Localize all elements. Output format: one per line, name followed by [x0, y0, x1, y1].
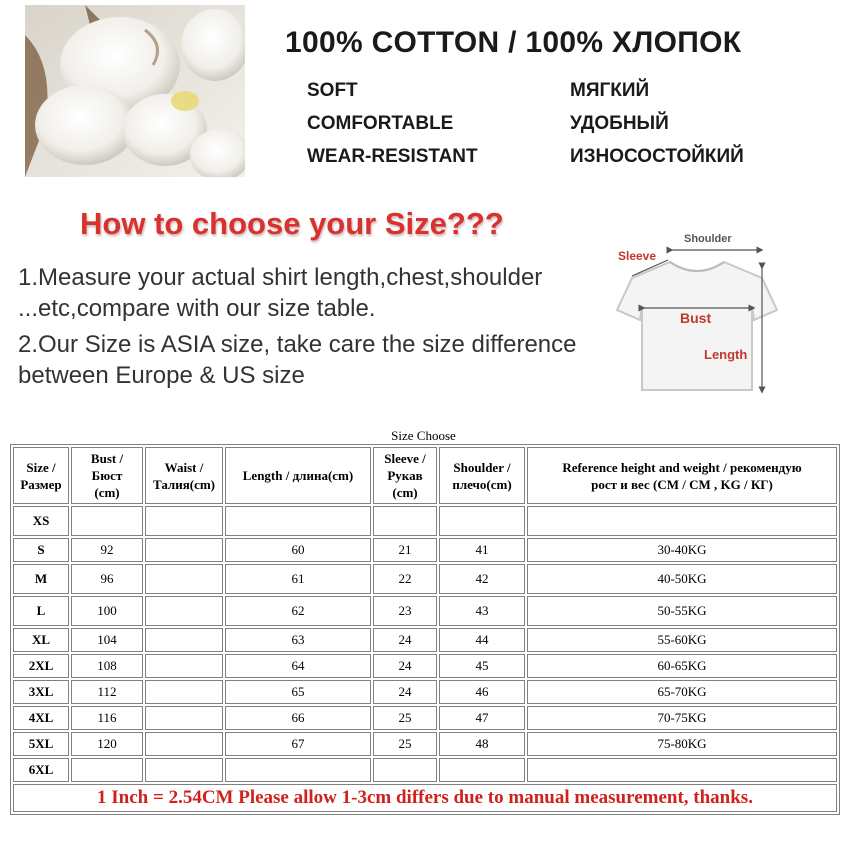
table-header-text: Length / длина(cm) [242, 468, 354, 483]
table-row [13, 758, 837, 782]
table-cell-waist [145, 758, 223, 782]
table-header-cell [527, 447, 837, 504]
table-cell-waist [145, 706, 223, 730]
table-cell-ref: 60-65KG [527, 654, 837, 678]
table-cell-ref: 75-80KG [527, 732, 837, 756]
table-cell-sleeve: 24 [373, 654, 437, 678]
table-cell-size: XL [13, 628, 69, 652]
cotton-headline: 100% COTTON / 100% ХЛОПОК [285, 26, 742, 59]
table-cell-shoulder: 44 [439, 628, 525, 652]
table-cell-sleeve: 25 [373, 706, 437, 730]
table-cell-sleeve: 21 [373, 538, 437, 562]
table-header-text: Waist / [164, 459, 204, 475]
feature-wear-resistant-ru: ИЗНОСОСТОЙКИЙ [570, 146, 744, 167]
table-cell-shoulder: 47 [439, 706, 525, 730]
table-cell-shoulder [439, 506, 525, 536]
table-row [13, 564, 837, 594]
table-header-text: Талия(cm) [152, 476, 216, 492]
table-cell-length: 66 [225, 706, 371, 730]
table-cell-size: XS [13, 506, 69, 536]
table-cell-size: 3XL [13, 680, 69, 704]
table-cell-waist [145, 564, 223, 594]
table-row [13, 628, 837, 652]
table-row [13, 596, 837, 626]
table-row [13, 506, 837, 536]
cotton-photo [25, 5, 245, 177]
table-cell-ref [527, 506, 837, 536]
tshirt-diagram [612, 226, 782, 394]
table-header-text: Sleeve / [384, 451, 426, 466]
table-cell-sleeve: 22 [373, 564, 437, 594]
instruction-line-1: 1.Measure your actual shirt length,chest,shoulder [18, 264, 543, 291]
table-cell-bust: 116 [71, 706, 143, 730]
table-row [13, 680, 837, 704]
table-cell-sleeve [373, 506, 437, 536]
table-cell-waist [145, 680, 223, 704]
table-cell-waist [145, 654, 223, 678]
table-cell-bust: 96 [71, 564, 143, 594]
table-cell-length: 63 [225, 628, 371, 652]
table-header-cell [373, 447, 437, 504]
diagram-sleeve-label: Sleeve [618, 249, 657, 263]
table-cell-size: 6XL [13, 758, 69, 782]
table-cell-size: 5XL [13, 732, 69, 756]
table-cell-length: 62 [225, 596, 371, 626]
table-cell-ref: 40-50KG [527, 564, 837, 594]
table-header-text: Reference height and weight / рекомендую [562, 459, 802, 475]
table-header-text: Shoulder / [453, 459, 511, 475]
feature-soft-ru: МЯГКИЙ [570, 80, 650, 101]
table-row [13, 538, 837, 562]
table-header-text: Size / [26, 459, 56, 475]
table-cell-bust: 108 [71, 654, 143, 678]
table-header-cell [225, 447, 371, 504]
table-header-text: рост и вес (CM / CM , KG / КГ) [591, 476, 773, 492]
diagram-shoulder-label: Shoulder [684, 233, 732, 245]
feature-comfortable: COMFORTABLE [307, 113, 454, 134]
table-cell-shoulder: 46 [439, 680, 525, 704]
table-row [13, 654, 837, 678]
table-cell-length: 65 [225, 680, 371, 704]
howto-title: How to choose your Size??? [80, 206, 504, 241]
table-cell-length [225, 506, 371, 536]
table-cell-shoulder: 48 [439, 732, 525, 756]
instruction-line-4: between Europe & US size [18, 362, 305, 389]
diagram-bust-label: Bust [680, 310, 712, 326]
table-header-text: Бюст [91, 468, 123, 483]
instruction-line-3: 2.Our Size is ASIA size, take care the size difference [18, 331, 577, 358]
table-header-cell [439, 447, 525, 504]
table-cell-bust: 92 [71, 538, 143, 562]
table-cell-ref: 30-40KG [527, 538, 837, 562]
table-header-text: Рукав [387, 468, 423, 483]
table-cell-waist [145, 506, 223, 536]
table-cell-ref [527, 758, 837, 782]
table-cell-bust: 104 [71, 628, 143, 652]
table-cell-bust [71, 758, 143, 782]
feature-comfortable-ru: УДОБНЫЙ [570, 113, 669, 134]
table-cell-bust: 112 [71, 680, 143, 704]
table-cell-size: L [13, 596, 69, 626]
table-cell-size: M [13, 564, 69, 594]
feature-soft: SOFT [307, 80, 358, 101]
table-cell-length: 67 [225, 732, 371, 756]
feature-wear-resistant: WEAR-RESISTANT [307, 146, 478, 167]
table-cell-waist [145, 732, 223, 756]
table-cell-size: S [13, 538, 69, 562]
table-header-text: (cm) [94, 485, 120, 500]
instruction-line-2: ...etc,compare with our size table. [18, 295, 376, 322]
table-cell-sleeve [373, 758, 437, 782]
table-cell-length [225, 758, 371, 782]
table-cell-ref: 65-70KG [527, 680, 837, 704]
table-header-text: Размер [20, 476, 62, 492]
table-cell-ref: 50-55KG [527, 596, 837, 626]
table-cell-ref: 55-60KG [527, 628, 837, 652]
table-row [13, 706, 837, 730]
table-cell-waist [145, 596, 223, 626]
table-cell-size: 2XL [13, 654, 69, 678]
table-note-row [13, 784, 837, 812]
diagram-length-label: Length [704, 347, 748, 362]
table-cell-length: 61 [225, 564, 371, 594]
table-header-text: Bust / [90, 451, 124, 466]
table-cell-bust: 120 [71, 732, 143, 756]
table-header-text: (cm) [392, 485, 418, 500]
table-caption: Size Choose [391, 428, 456, 443]
table-cell-waist [145, 538, 223, 562]
table-cell-bust [71, 506, 143, 536]
table-header-cell [13, 447, 69, 504]
table-cell-shoulder: 45 [439, 654, 525, 678]
table-cell-sleeve: 24 [373, 628, 437, 652]
table-row [13, 732, 837, 756]
table-cell-sleeve: 25 [373, 732, 437, 756]
table-cell-sleeve: 24 [373, 680, 437, 704]
table-cell-ref: 70-75KG [527, 706, 837, 730]
table-cell-sleeve: 23 [373, 596, 437, 626]
table-cell-shoulder [439, 758, 525, 782]
table-header-row [13, 447, 837, 504]
table-header-text: плечо(cm) [452, 476, 512, 492]
measurement-note: 1 Inch = 2.54CM Please allow 1-3cm differs due to manual measurement, thanks. [13, 784, 837, 812]
table-header-cell [71, 447, 143, 504]
table-cell-shoulder: 43 [439, 596, 525, 626]
table-cell-length: 60 [225, 538, 371, 562]
size-table [10, 444, 840, 815]
table-header-cell [145, 447, 223, 504]
table-cell-shoulder: 41 [439, 538, 525, 562]
table-cell-length: 64 [225, 654, 371, 678]
table-cell-bust: 100 [71, 596, 143, 626]
table-cell-size: 4XL [13, 706, 69, 730]
table-cell-shoulder: 42 [439, 564, 525, 594]
table-cell-waist [145, 628, 223, 652]
